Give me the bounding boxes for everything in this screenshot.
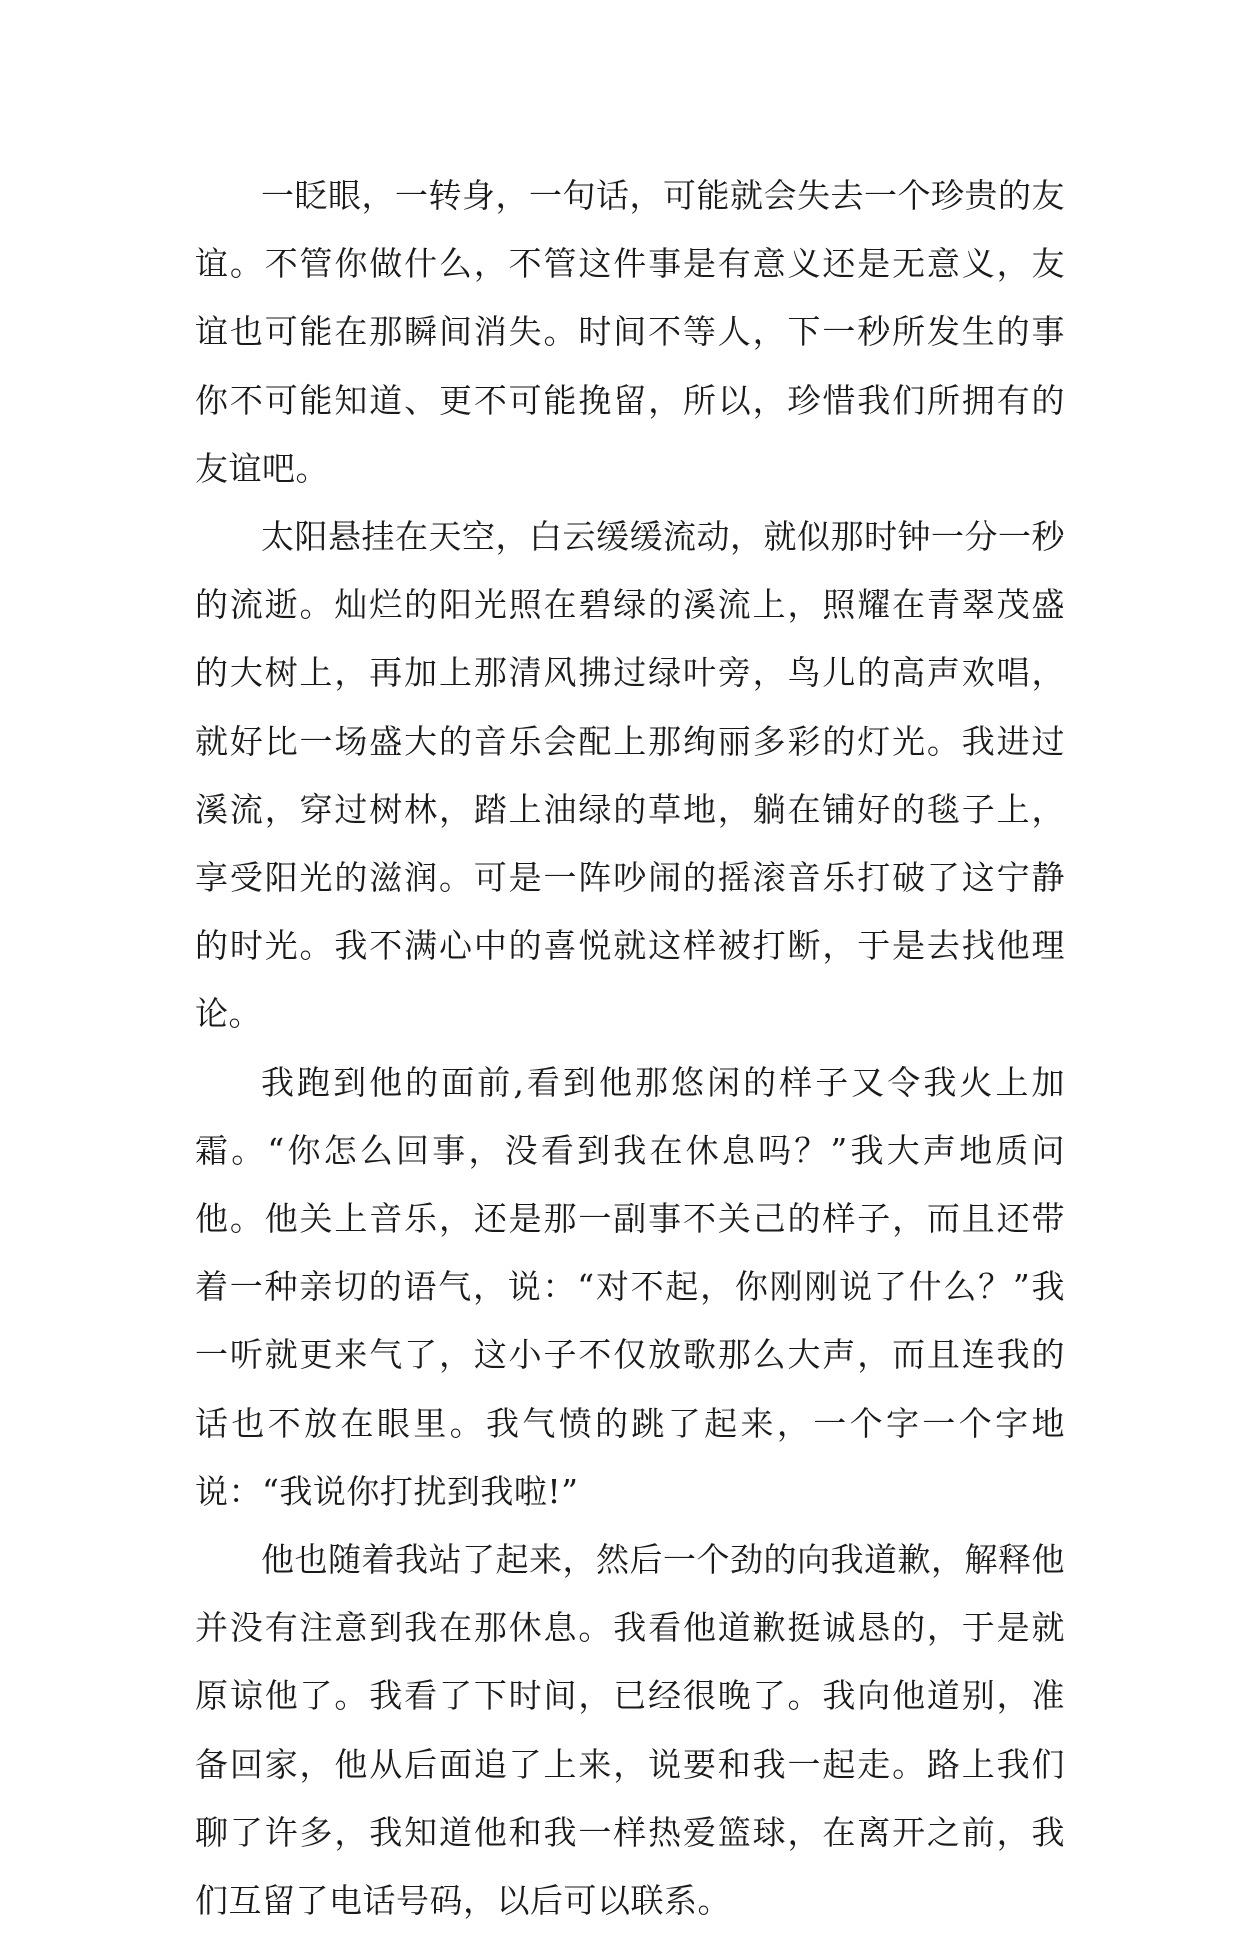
document-body (195, 162, 1065, 1935)
paragraph-1: 一眨眼，一转身，一句话，可能就会失去一个珍贵的友谊。不管你做什么，不管这件事是有意义还是无意义，友谊也可能在那瞬间消失。时间不等人，下一秒所发生的事你不可能知道、更不可能挽留，所以，珍惜我们所拥有的友谊吧。 (195, 176, 1065, 488)
paragraph-3: 我跑到他的面前,看到他那悠闲的样子又令我火上加霜。“你怎么回事，没看到我在休息吗？”我大声地质问他。他关上音乐，还是那一副事不关己的样子，而且还带着一种亲切的语气，说：“对不起，你刚刚说了什么？”我一听就更来气了，这小子不仅放歌那么大声，而且连我的话也不放在眼里。我气愤的跳了起来，一个字一个字地说：“我说你打扰到我啦!” (195, 1062, 1065, 1511)
paragraph-4: 他也随着我站了起来，然后一个劲的向我道歉，解释他并没有注意到我在那休息。我看他道歉挺诚恳的，于是就原谅他了。我看了下时间，已经很晚了。我向他道别，准备回家，他从后面追了上来，说要和我一起走。路上我们聊了许多，我知道他和我一样热爱篮球，在离开之前，我们互留了电话号码，以后可以联系。 (195, 1540, 1065, 1921)
paragraph-2: 太阳悬挂在天空，白云缓缓流动，就似那时钟一分一秒的流逝。灿烂的阳光照在碧绿的溪流上，照耀在青翠茂盛的大树上，再加上那清风拂过绿叶旁，鸟儿的高声欢唱，就好比一场盛大的音乐会配上那绚丽多彩的灯光。我进过溪流，穿过树林，踏上油绿的草地，躺在铺好的毯子上，享受阳光的滋润。可是一阵吵闹的摇滚音乐打破了这宁静的时光。我不满心中的喜悦就这样被打断，于是去找他理论。 (195, 517, 1065, 1034)
